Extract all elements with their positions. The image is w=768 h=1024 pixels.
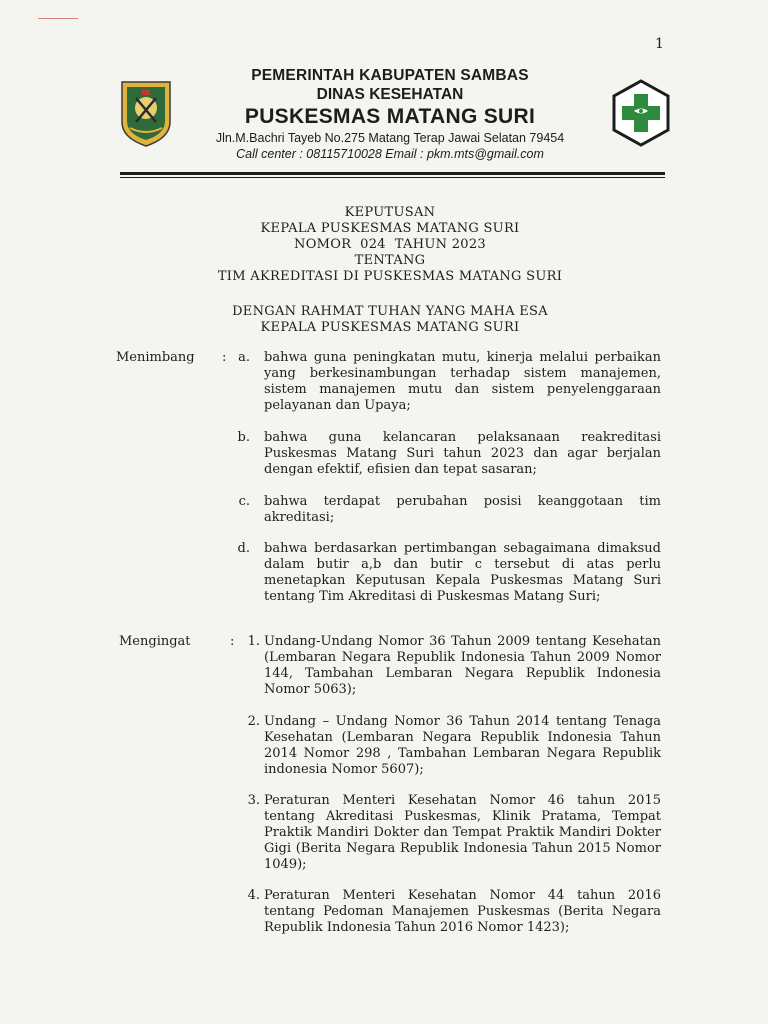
letterhead-department: DINAS KESEHATAN — [316, 86, 464, 103]
letterhead-rule-thin — [120, 177, 665, 178]
menimbang-marker-d: d. — [237, 541, 250, 556]
menimbang-label: Menimbang — [116, 350, 195, 365]
mengingat-marker-4: 4. — [247, 888, 260, 903]
decree-title — [100, 205, 680, 285]
menimbang-item-b: bahwa guna kelancaran pelaksanaan reakreditasi Puskesmas Matang Suri tahun 2023 dan agar berjalan dengan efektif, efisien dan tepat sasaran; — [264, 430, 661, 477]
title-line-3: NOMOR 024 TAHUN 2023 — [294, 237, 486, 252]
puskesmas-emblem-icon — [610, 78, 672, 148]
mengingat-item-1: Undang-Undang Nomor 36 Tahun 2009 tentang Kesehatan (Lembaran Negara Republik Indonesia Tahun 2009 Nomor 144, Tambahan Lembaran Negara Republik Indonesia Nomor 5063); — [264, 634, 661, 697]
menimbang-marker-c: c. — [238, 494, 250, 509]
mengingat-marker-3: 3. — [247, 793, 260, 808]
blessing-block — [100, 304, 680, 336]
letterhead-contact: Call center : 08115710028 Email : pkm.mts@gmail.com — [236, 147, 544, 161]
mengingat-marker-1: 1. — [247, 634, 260, 649]
mengingat-item-4: Peraturan Menteri Kesehatan Nomor 44 tahun 2016 tentang Pedoman Manajemen Puskesmas (Berita Negara Republik Indonesia Tahun 2016 Nomor 1423); — [264, 888, 661, 935]
menimbang-item-c: bahwa terdapat perubahan posisi keanggotaan tim akreditasi; — [264, 494, 661, 525]
mengingat-label: Mengingat — [119, 634, 191, 649]
blessing-line-2: KEPALA PUSKESMAS MATANG SURI — [260, 320, 520, 335]
mengingat-colon: : — [230, 634, 235, 649]
sambas-regency-emblem-icon — [118, 78, 174, 148]
menimbang-marker-b: b. — [237, 430, 250, 445]
menimbang-marker-a: a. — [238, 350, 250, 365]
letterhead-rule-thick — [120, 172, 665, 175]
blessing-line-1: DENGAN RAHMAT TUHAN YANG MAHA ESA — [232, 304, 548, 319]
title-line-4: TENTANG — [354, 253, 426, 268]
mengingat-item-2: Undang – Undang Nomor 36 Tahun 2014 tentang Tenaga Kesehatan (Lembaran Negara Republik Indonesia Tahun 2014 Nomor 298 , Tambahan Lembaran Negara Republik indonesia Nomor 5607); — [264, 714, 661, 777]
mengingat-item-3: Peraturan Menteri Kesehatan Nomor 46 tahun 2015 tentang Akreditasi Puskesmas, Klinik Pratama, Tempat Praktik Mandiri Dokter dan Tempat Praktik Mandiri Dokter Gigi (Berita Negara Republik Indonesia Tahun 2015 Nomor 1049); — [264, 793, 661, 872]
page-number: 1 — [655, 36, 664, 52]
scan-mark — [38, 18, 78, 19]
title-line-2: KEPALA PUSKESMAS MATANG SURI — [260, 221, 520, 236]
letterhead-address: Jln.M.Bachri Tayeb No.275 Matang Terap Jawai Selatan 79454 — [215, 131, 565, 145]
letterhead-institution: PUSKESMAS MATANG SURI — [244, 105, 536, 128]
menimbang-colon: : — [222, 350, 227, 365]
menimbang-item-d: bahwa berdasarkan pertimbangan sebagaimana dimaksud dalam butir a,b dan butir c tersebut di atas perlu menetapkan Keputusan Kepala Puskesmas Matang Suri tentang Tim Akreditasi di Puskesmas Matang Suri; — [264, 541, 661, 604]
mengingat-marker-2: 2. — [247, 714, 260, 729]
title-line-5: TIM AKREDITASI DI PUSKESMAS MATANG SURI — [217, 269, 563, 284]
letterhead-government: PEMERINTAH KABUPATEN SAMBAS — [251, 67, 529, 84]
letterhead — [180, 66, 600, 162]
title-line-1: KEPUTUSAN — [344, 205, 436, 220]
menimbang-item-a: bahwa guna peningkatan mutu, kinerja melalui perbaikan yang berkesinambungan terhadap sistem manajemen, sistem manajemen mutu dan sistem penyelenggaraan pelayanan dan Upaya; — [264, 350, 661, 413]
